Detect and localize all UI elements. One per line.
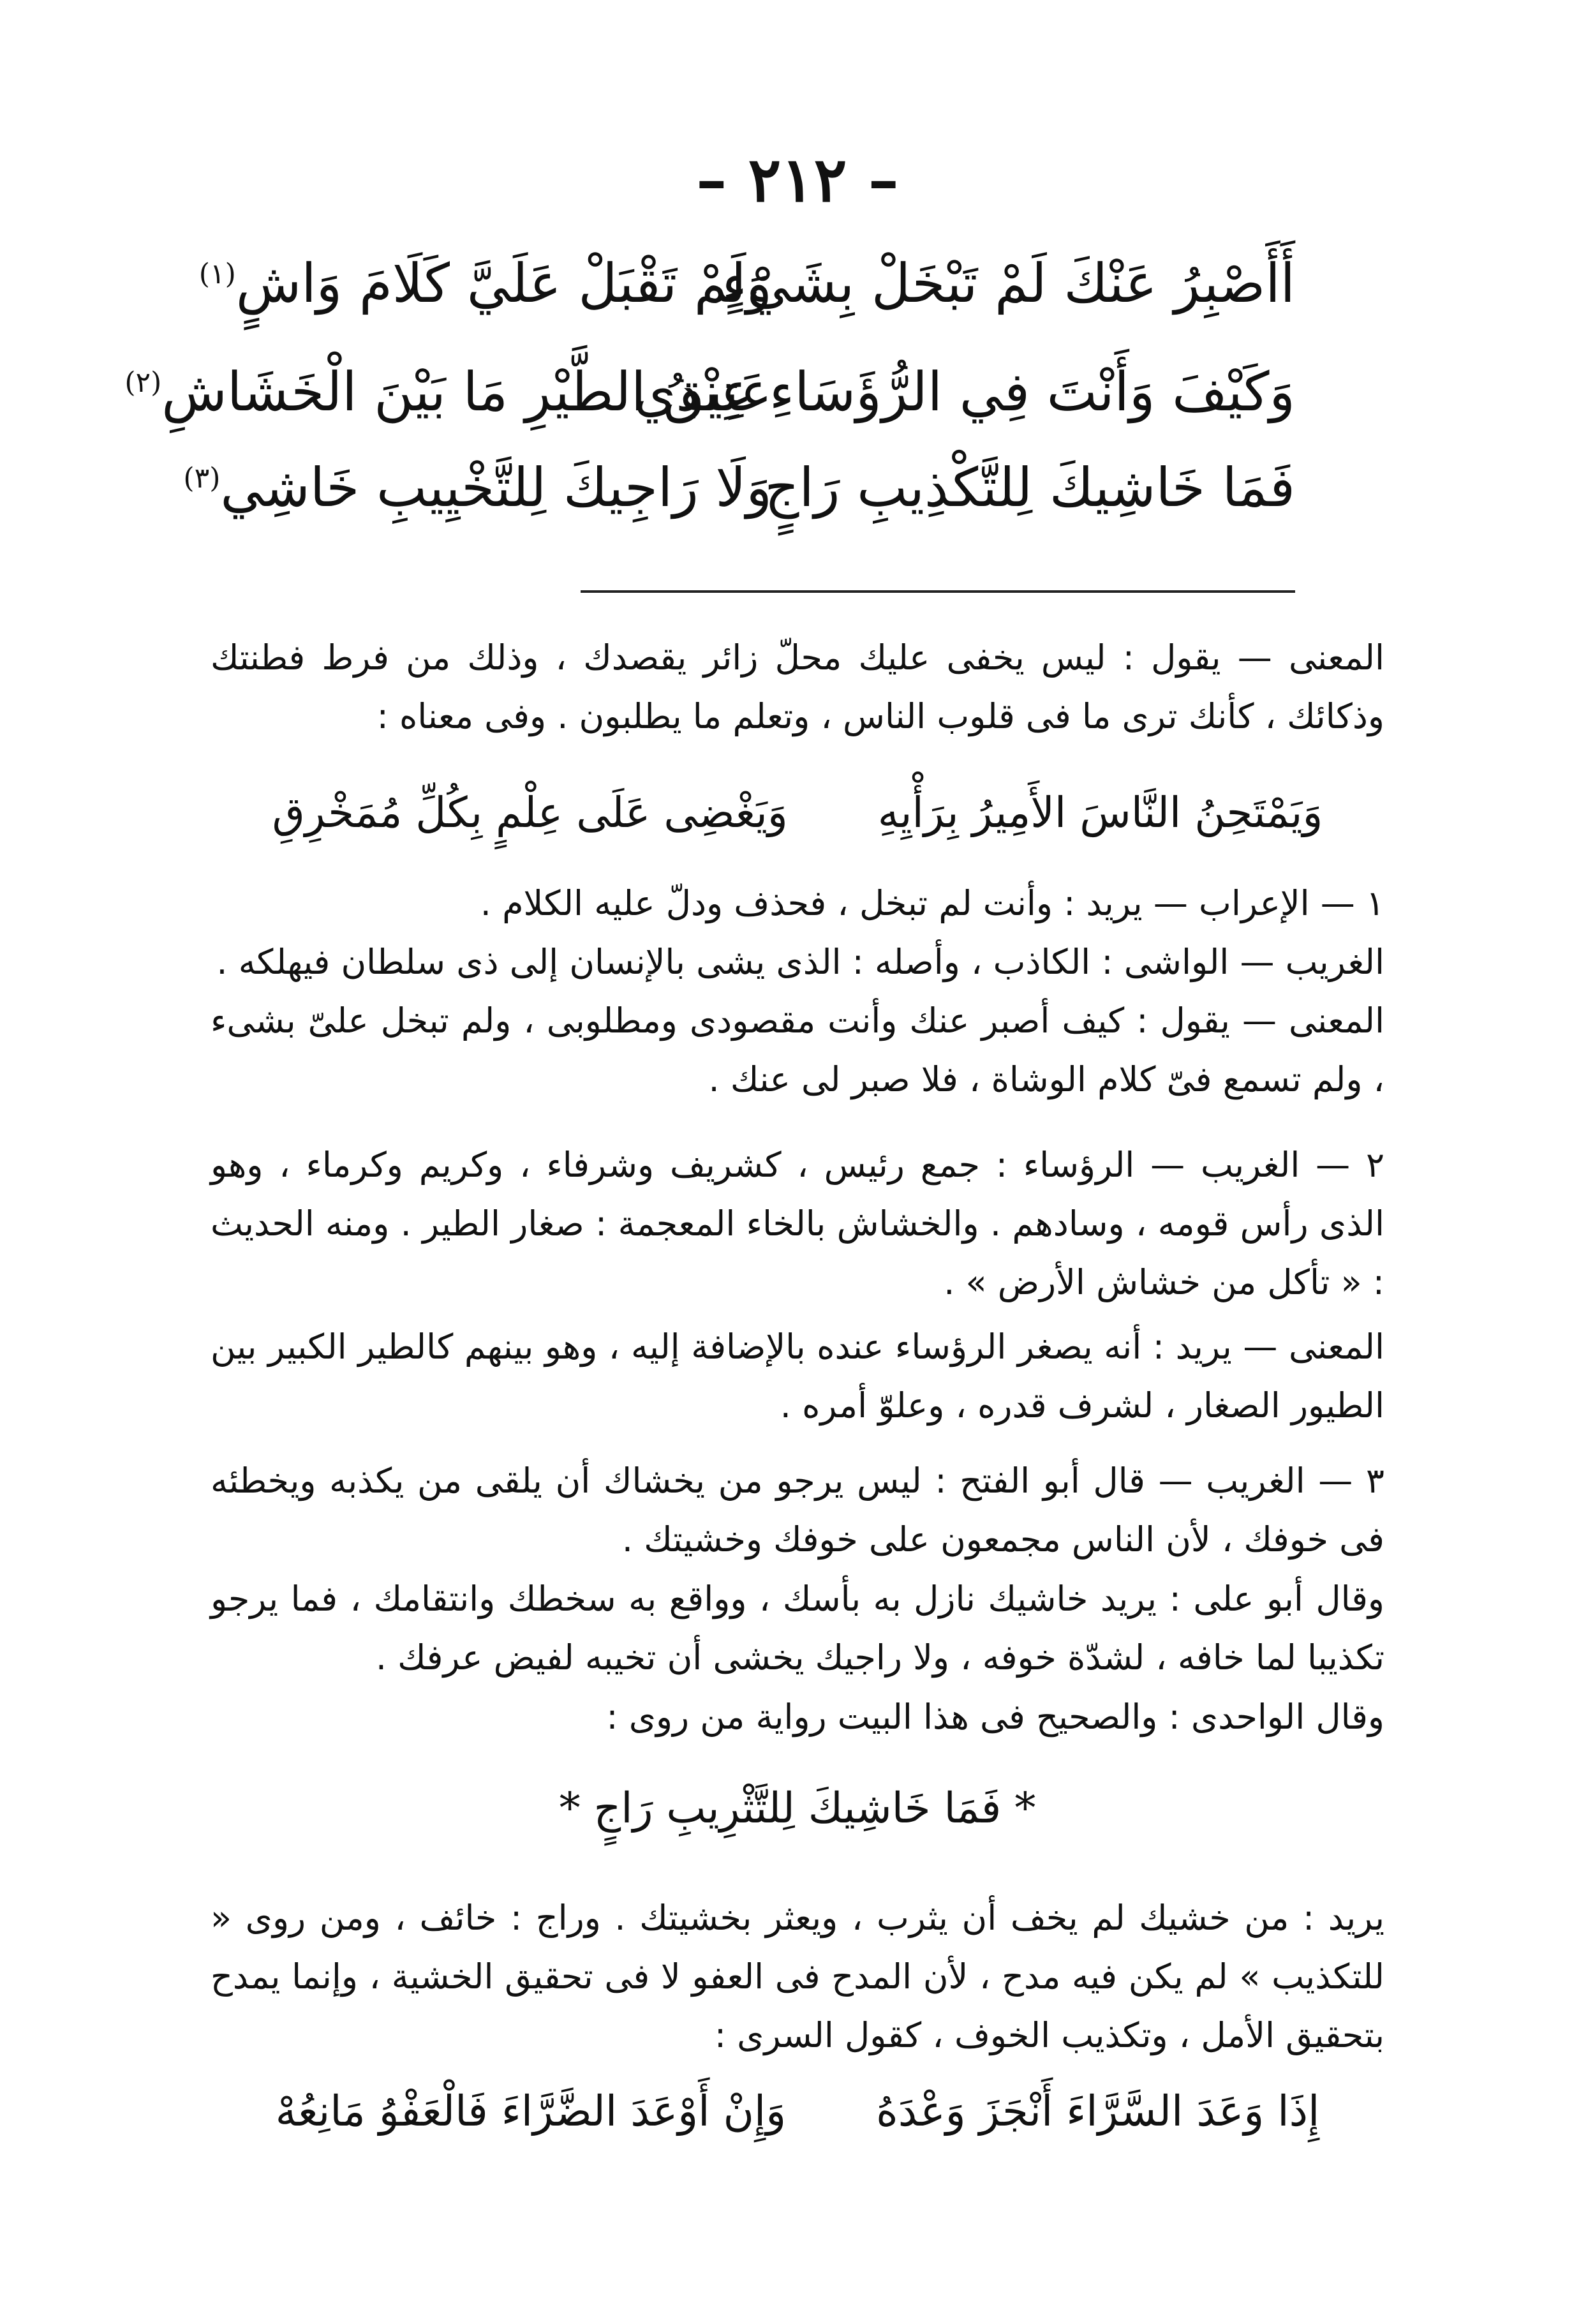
quoted-verse-3-first: إِذَا وَعَدَ السَّرَّاءَ أَنْجَزَ وَعْدَهُ (876, 2087, 1320, 2136)
footnote-ref-1: (١) (198, 258, 236, 290)
verse-1-second-hemistich: وَلَمْ تَقْبَلْ عَلَيَّ كَلَامَ وَاشٍ$^{(١)}$ (198, 252, 772, 315)
note-3-explanation: يريد : من خشيك لم يخف أن يثرب ، ويعثر بخشيتك . وراج : خائف ، ومن روى « للتكذيب » لم يكن فيه مدح ، لأن المدح فى العفو لا فى تحقيق الخشية ، وإنما يمدح بتحقيق الأمل ، وتكذيب الخوف ، كقول السرى : (211, 1898, 1384, 2055)
page-number: – ٢١٢ – (696, 144, 899, 216)
note-3-wahidi: وقال الواحدى : والصحيح فى هذا البيت رواية من روى : (606, 1697, 1384, 1737)
verse-3-second-hemistich: وَلَا رَاجِيكَ لِلتَّخْيِيبِ خَاشِي$^{(٣)}$ (183, 456, 772, 519)
footnote-ref-2: (٢) (124, 366, 162, 399)
note-1-iraab: ١ — الإعراب — يريد : وأنت لم تبخل ، فحذف ودلّ عليه الكلام . (480, 883, 1384, 923)
quoted-verse-3-second: وَإِنْ أَوْعَدَ الضَّرَّاءَ فَالْعَفْوُ مَانِعُهْ (275, 2087, 787, 2136)
verse-1 (198, 252, 1295, 329)
quoted-verse-1-second: وَيَغْضِى عَلَى عِلْمٍ بِكُلِّ مُمَخْرِقِ (272, 788, 788, 837)
commentary-intro: المعنى — يقول : ليس يخفى عليك محلّ زائر يقصدك ، وذلك من فرط فطنتك وذكائك ، كأنك ترى ما فى قلوب الناس ، وتعلم ما يطلبون . وفى معناه : (211, 637, 1384, 736)
verse-2 (124, 361, 1295, 437)
footnote-ref-3: (٣) (183, 462, 221, 495)
verse-3 (183, 456, 1295, 533)
note-3-abu-ali: وقال أبو على : يريد خاشيك نازل به بأسك ، وواقع به سخطك وانتقامك ، فما يرجو تكذيبا لما خافه ، لشدّة خوفه ، ولا راجيك يخشى أن تخيبه لفيض عرفك . (211, 1579, 1384, 1678)
verse-1-first-hemistich: أَأَصْبِرُ عَنْكَ لَمْ تَبْخَلْ بِشَيْءٍ (722, 252, 1295, 315)
note-1-gharib: الغريب — الواشى : الكاذب ، وأصله : الذى يشى بالإنسان إلى ذى سلطان فيهلكه . (216, 942, 1384, 982)
verse-3-first-hemistich: فَمَا خَاشِيكَ لِلتَّكْذِيبِ رَاجٍ (764, 456, 1295, 519)
quoted-hemistich: * فَمَا خَاشِيكَ لِلتَّثْرِيبِ رَاجٍ * (559, 1784, 1036, 1833)
note-2-gharib: ٢ — الغريب — الرؤساء : جمع رئيس ، كشريف وشرفاء ، وكريم وكرماء ، وهو الذى رأس قومه ، وسادهم . والخشاش بالخاء المعجمة : صغار الطير . ومنه الحديث : « تأكل من خشاش الأرض » . (211, 1145, 1384, 1302)
quoted-verse-1 (211, 788, 1384, 837)
quoted-verse-3 (211, 2087, 1384, 2136)
quoted-verse-1-first: وَيَمْتَحِنُ النَّاسَ الأَمِيرُ بِرَأْيِهِ (877, 788, 1323, 837)
separator-rule (581, 590, 1295, 593)
note-2-maana: المعنى — يريد : أنه يصغر الرؤساء عنده بالإضافة إليه ، وهو بينهم كالطير الكبير بين الطيور الصغار ، لشرف قدره ، وعلوّ أمره . (211, 1327, 1384, 1426)
verse-2-first-hemistich: وَكَيْفَ وَأَنْتَ فِي الرُّؤَسَاءِ عِنْدِي (634, 361, 1295, 423)
note-1-maana: المعنى — يقول : كيف أصبر عنك وأنت مقصودى ومطلوبى ، ولم تبخل علىّ بشىء ، ولم تسمع فىّ كلام الوشاة ، فلا صبر لى عنك . (211, 1001, 1384, 1099)
note-3-gharib: ٣ — الغريب — قال أبو الفتح : ليس يرجو من يخشاك أن يلقى من يكذبه ويخطئه فى خوفك ، لأن الناس مجمعون على خوفك وخشيتك . (211, 1461, 1384, 1560)
verse-2-second-hemistich: عَتِيقُ الطَّيْرِ مَا بَيْنَ الْخَشَاشِ$^{(٢)}$ (124, 361, 772, 423)
